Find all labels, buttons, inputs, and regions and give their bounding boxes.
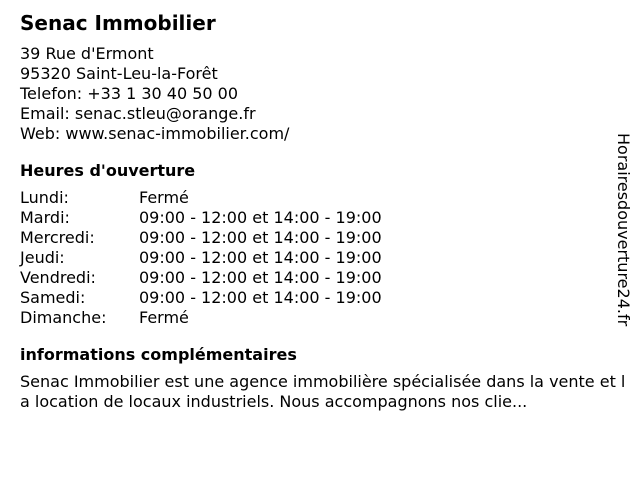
info-description: Senac Immobilier est une agence immobilière spécialisée dans la vente et la location de locaux industriels. Nous accompagnons nos clie... [20, 372, 626, 411]
day-hours: Fermé [139, 308, 189, 327]
hours-row [20, 228, 620, 248]
day-label: Vendredi: [20, 268, 96, 287]
business-name: Senac Immobilier [20, 11, 216, 35]
day-label: Lundi: [20, 188, 69, 207]
hours-row [20, 268, 620, 288]
website: Web: www.senac-immobilier.com/ [20, 124, 290, 143]
address-street: 39 Rue d'Ermont [20, 44, 154, 63]
contact-block [20, 44, 620, 144]
hours-row [20, 208, 620, 228]
hours-heading: Heures d'ouverture [20, 161, 196, 180]
phone-number: Telefon: +33 1 30 40 50 00 [20, 84, 239, 103]
day-label: Mercredi: [20, 228, 95, 247]
site-watermark: Horairesdouverture24.fr [614, 133, 633, 327]
day-label: Mardi: [20, 208, 70, 227]
hours-row [20, 248, 620, 268]
hours-row [20, 188, 620, 208]
address-city: 95320 Saint-Leu-la-Forêt [20, 64, 218, 83]
day-hours: Fermé [139, 188, 189, 207]
day-hours: 09:00 - 12:00 et 14:00 - 19:00 [139, 228, 382, 247]
info-heading: informations complémentaires [20, 345, 297, 364]
day-hours: 09:00 - 12:00 et 14:00 - 19:00 [139, 248, 382, 267]
day-label: Samedi: [20, 288, 86, 307]
day-hours: 09:00 - 12:00 et 14:00 - 19:00 [139, 268, 382, 287]
hours-table [20, 188, 620, 328]
email-address: Email: senac.stleu@orange.fr [20, 104, 256, 123]
hours-row [20, 308, 620, 328]
hours-row [20, 288, 620, 308]
day-label: Jeudi: [20, 248, 65, 267]
day-hours: 09:00 - 12:00 et 14:00 - 19:00 [139, 288, 382, 307]
day-hours: 09:00 - 12:00 et 14:00 - 19:00 [139, 208, 382, 227]
day-label: Dimanche: [20, 308, 107, 327]
